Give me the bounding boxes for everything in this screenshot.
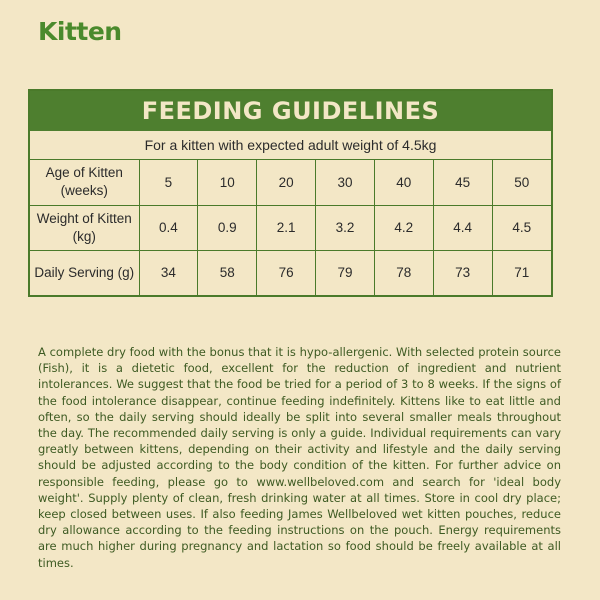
table-row-weight (30, 205, 551, 250)
table-cell: 40 (374, 160, 433, 205)
table-cell: 10 (198, 160, 257, 205)
table-cell: 58 (198, 250, 257, 295)
table-cell: 45 (433, 160, 492, 205)
feeding-guidelines-panel (28, 89, 553, 297)
table-cell: 76 (257, 250, 316, 295)
table-row-serving (30, 250, 551, 295)
table-cell: 2.1 (257, 205, 316, 250)
table-cell: 79 (316, 250, 375, 295)
product-description: A complete dry food with the bonus that it is hypo-allergenic. With selected protein source (Fish), it is a dietetic food, excellent for the reduction of ingredient and nutrient intolerances. We suggest that the food be tried for a period of 3 to 8 weeks. If the signs of the food intolerance disappear, continue feeding indefinitely. Kittens like to eat little and often, so the daily serving should ideally be split into several smaller meals throughout the day. The recommended daily serving is only a guide. Individual requirements can vary greatly between kittens, depending on their activity and lifestyle and the daily serving should be adjusted according to the body condition of the kitten. For further advice on responsible feeding, please go to www.wellbeloved.com and search for 'ideal body weight'. Supply plenty of clean, fresh drinking water at all times. Store in cool dry place; keep closed between uses. If also feeding James Wellbeloved wet kitten pouches, reduce dry allowance according to the feeding instructions on the pouch. Energy requirements are much higher during pregnancy and lactation so food should be freely available at all times. (38, 345, 561, 570)
feeding-guidelines-subtitle: For a kitten with expected adult weight of 4.5kg (30, 131, 551, 160)
table-cell: 5 (139, 160, 198, 205)
table-cell: 3.2 (316, 205, 375, 250)
table-cell: 71 (492, 250, 551, 295)
page-title: Kitten (38, 17, 122, 46)
table-cell: 4.5 (492, 205, 551, 250)
row-label-weight: Weight of Kitten (kg) (30, 205, 139, 250)
feeding-table (30, 160, 551, 295)
row-label-serving: Daily Serving (g) (30, 250, 139, 295)
table-cell: 0.4 (139, 205, 198, 250)
table-cell: 50 (492, 160, 551, 205)
table-cell: 34 (139, 250, 198, 295)
feeding-guidelines-heading: FEEDING GUIDELINES (30, 91, 551, 131)
table-row-age (30, 160, 551, 205)
table-cell: 4.4 (433, 205, 492, 250)
table-cell: 20 (257, 160, 316, 205)
table-cell: 30 (316, 160, 375, 205)
table-cell: 78 (374, 250, 433, 295)
table-cell: 4.2 (374, 205, 433, 250)
table-cell: 0.9 (198, 205, 257, 250)
row-label-age: Age of Kitten (weeks) (30, 160, 139, 205)
table-cell: 73 (433, 250, 492, 295)
